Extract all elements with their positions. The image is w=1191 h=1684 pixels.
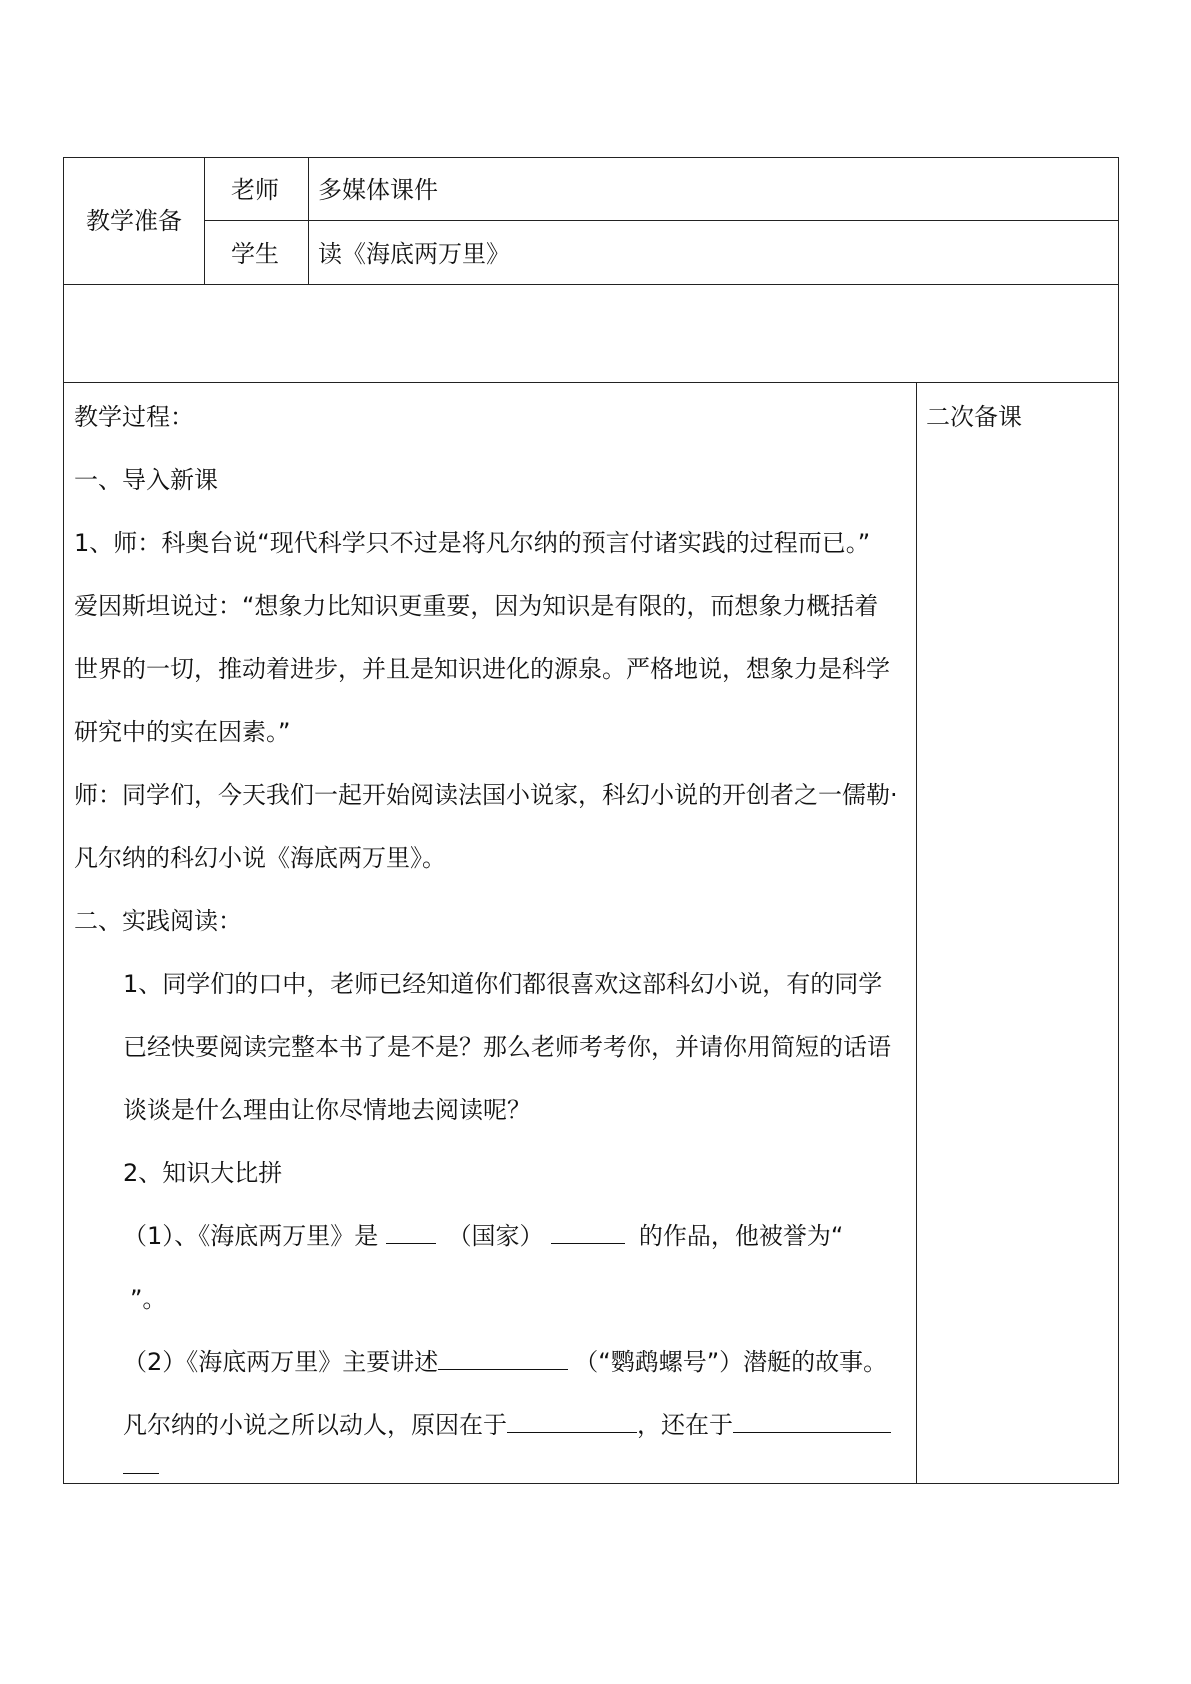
table-border-bottom — [63, 1483, 1119, 1484]
table-col-divider-1 — [204, 157, 205, 285]
quiz-item-2-text-a: （2）《海底两万里》主要讲述 — [123, 1348, 439, 1376]
table-border-right — [1118, 157, 1119, 1484]
teacher-label: 老师 — [231, 176, 279, 204]
table-row-divider-empty — [63, 284, 1119, 285]
process-title: 教学过程： — [74, 403, 194, 431]
blank-author — [386, 1221, 436, 1244]
quiz-item-3-text-a: 凡尔纳的小说之所以动人，原因在于 — [123, 1411, 507, 1439]
quiz-item-2 — [123, 1347, 887, 1377]
teacher-intro-line-2: 凡尔纳的科幻小说《海底两万里》。 — [74, 844, 446, 872]
teacher-intro-line-1: 师：同学们，今天我们一起开始阅读法国小说家，科幻小说的开创者之一儒勒· — [74, 781, 898, 809]
intro-paragraph-line-1: 1、师：科奥台说“现代科学只不过是将凡尔纳的预言付诸实践的过程而已。” — [74, 529, 871, 557]
quiz-item-3-text-b: ，还在于 — [637, 1411, 733, 1439]
blank-country — [551, 1221, 625, 1244]
quiz-item-1 — [123, 1221, 843, 1251]
blank-story — [438, 1347, 568, 1370]
quiz-item-1-closing: ”。 — [130, 1285, 167, 1313]
table-row-divider-process — [63, 382, 1119, 383]
table-row-divider-prep — [204, 220, 1119, 221]
blank-reason-1 — [507, 1410, 637, 1433]
quiz-item-1-text-b: （国家） — [447, 1222, 544, 1250]
quiz-item-2-text-b: （“鹦鹉螺号”）潜艇的故事。 — [574, 1348, 888, 1376]
question-1-line-3: 谈谈是什么理由让你尽情地去阅读呢？ — [123, 1096, 531, 1124]
intro-paragraph-line-3: 世界的一切，推动着进步，并且是知识进化的源泉。严格地说，想象力是科学 — [74, 655, 890, 683]
table-border-top — [63, 157, 1119, 158]
section-intro-heading: 一、导入新课 — [74, 466, 218, 494]
blank-reason-2 — [733, 1410, 891, 1433]
question-2-heading: 2、知识大比拼 — [123, 1159, 283, 1187]
quiz-item-1-text-c: 的作品，他被誉为“ — [638, 1222, 844, 1250]
question-1-line-1: 1、同学们的口中，老师已经知道你们都很喜欢这部科幻小说，有的同学 — [123, 970, 883, 998]
intro-paragraph-line-4: 研究中的实在因素。” — [74, 718, 291, 746]
student-value: 读《海底两万里》 — [318, 240, 510, 268]
table-col-divider-2 — [308, 157, 309, 285]
quiz-item-1-text-a: （1）、《海底两万里》是 — [123, 1222, 379, 1250]
prep-label: 教学准备 — [86, 207, 182, 235]
table-col-divider-side — [916, 382, 917, 1484]
secondary-prep-label: 二次备课 — [926, 403, 1022, 431]
teacher-value: 多媒体课件 — [318, 176, 438, 204]
quiz-item-3 — [123, 1410, 891, 1440]
intro-paragraph-line-2: 爱因斯坦说过：“想象力比知识更重要，因为知识是有限的，而想象力概括着 — [74, 592, 879, 620]
blank-reason-2-continued — [123, 1473, 159, 1474]
table-border-left — [63, 157, 64, 1484]
section-reading-heading: 二、实践阅读： — [74, 907, 242, 935]
question-1-line-2: 已经快要阅读完整本书了是不是？那么老师考考你，并请你用简短的话语 — [123, 1033, 891, 1061]
student-label: 学生 — [231, 240, 279, 268]
